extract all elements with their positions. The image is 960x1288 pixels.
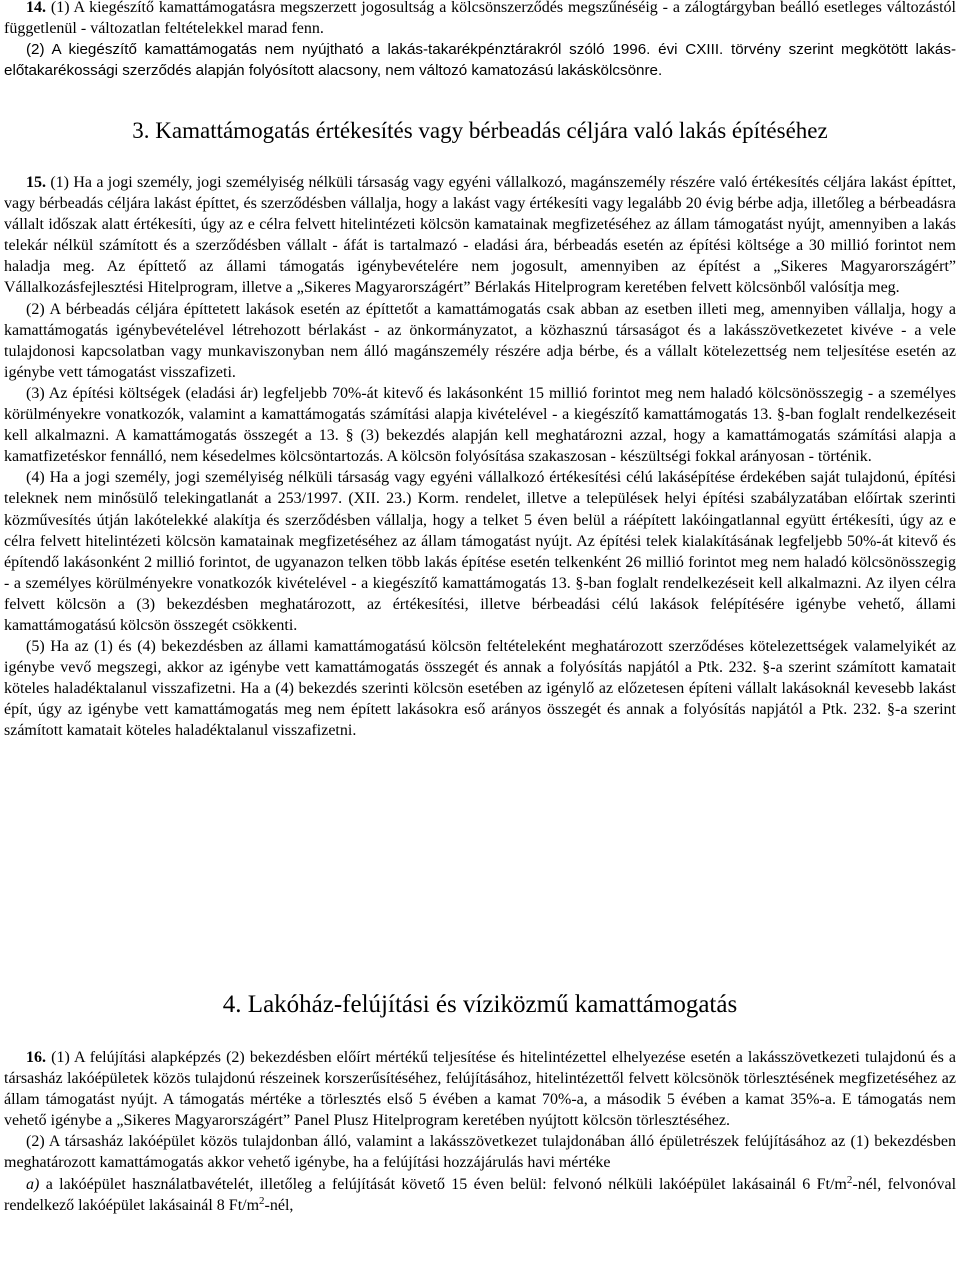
item-text-part-2: -nél, felvonóval rendelkező lakóépület lakásainál 8 Ft/m: [4, 1175, 957, 1214]
paragraph-text: (1) Ha a jogi személy, jogi személyiség nélküli társaság vagy egyéni vállalkozó, magánszemély részére való értékesítés céljára lakást építtet, vagy bérbeadás céljára lakást építtet, és szerződésben vállalja, hogy a lakást vagy értékesíti vagy legalább 20 évig bérbe adja, illetőleg a bérbeadásra vállalt időszak alatt értékesíti, úgy az e célra felvett hitelintézeti kölcsön kamatainak megfizetéséhez az állam támogatást nyújt, amennyiben a lakás telekár nélkül számított és a szerződésben vállalt - áfát is tartalmazó - eladási ára, bérbeadás esetén az építési költsége a 30 millió forintot nem haladja meg. Az építtető az állami támogatás igénybevételére nem jogosult, amennyiben az építést a „Sikeres Magyarországért” Vállalkozásfejlesztési Hitelprogram, illetve a „Sikeres Magyarországért” Bérlakás Hitelprogram keretében felvett kölcsönből valósítja meg.: [4, 174, 956, 297]
section-15: [4, 172, 956, 742]
paragraph-text: (1) A kiegészítő kamattámogatásra megszerzett jogosultság a kölcsönszerződés megszűnéséig - a zálogtárgyban beálló esetleges változástól függetlenül - változatlan feltételekkel marad fenn.: [4, 0, 956, 38]
superscript: 2: [259, 1194, 265, 1207]
section-14-paragraph-1: [4, 0, 956, 39]
chapter-4-heading: 4. Lakóház-felújítási és víziközmű kamattámogatás: [222, 991, 738, 1018]
section-15-paragraph-1: [4, 172, 956, 299]
section-15-paragraph-5: (5) Ha az (1) és (4) bekezdésben az állami kamattámogatású kölcsön feltételeként meghatározott szerződéses kötelezettségek valamelyikét az igénybe vevő megszegi, akkor az igénybe vett kamattámogatás összegét és annak a folyósítás napjától a Ptk. 232. §-a szerint számított kamatait köteles haladéktalanul visszafizetni. Ha a (4) bekezdés szerinti kölcsön esetében az igénylő az előzetesen építeni vállalt lakásoknál kevesebb lakást épít, úgy az igénybe vett kamattámogatás meg nem épített lakásokra eső arányos összegét és annak a folyósítás napjától a Ptk. 232. §-a szerint számított kamatait köteles haladéktalanul visszafizetni.: [4, 638, 956, 740]
paragraph-text: (1) A felújítási alapképzés (2) bekezdésben előírt mértékű teljesítése és hitelintézettel elhelyezése esetén a lakásszövetkezeti tulajdonú és a társasház lakóépületek közös tulajdonú részeinek korszerűsítéséhez, felújításához, hitelintézettől felvett kölcsönök törlesztésének megfizetéséhez az állam támogatást nyújt. A támogatás mértéke a törlesztés első 5 évében a kamat 70%-a, a második 5 évében a kamat 35%-a. E támogatás nem vehető igénybe a „Sikeres Magyarországért” Panel Plusz Hitelprogram keretében nyújtott kölcsön törlesztéséhez.: [4, 1049, 957, 1130]
section-15-paragraph-4: (4) Ha a jogi személy, jogi személyiség nélküli társaság vagy egyéni vállalkozó értékesítési célú lakásépítése érdekében saját tulajdonú, építési teleknek nem minősülő telekingatlanát a 253/1997. (XII. 23.) Korm. rendelet, illetve a települések helyi építési szabályzatában előírtak szerinti közművesítés útján lakótelekké alakítja és szerződésben vállalja, hogy a telket 5 éven belül a ráépített lakóingatlannal együtt értékesíti, úgy az e célra felvett hitelintézeti kölcsön kamatainak megfizetéséhez az állam támogatást nyújt. Az építési telek kialakításának legfeljebb 50%-át kitevő és építendő lakásonként 2 millió forintot, de ugyanazon telken több lakás építése esetén telkenként 26 millió forintot meg nem haladó kölcsönösszegig - a személyes körülményekre vonatkozók kivételével - a kiegészítő kamattámogatás 13. §-ban foglalt rendelkezéseit kell alkalmazni. Az ilyen célra felvett kölcsön a (3) bekezdésben meghatározott, az értékesítési, illetve bérbeadási célú lakások felépítésére igénybe vehető, állami kamattámogatású kölcsön összegét csökkenti.: [4, 469, 956, 634]
section-number: 16.: [26, 1049, 46, 1066]
item-letter: a): [26, 1175, 40, 1193]
section-16-item-a: [4, 1174, 956, 1216]
section-number: 15.: [26, 174, 46, 191]
section-16-paragraph-1: [4, 1047, 956, 1131]
superscript: 2: [846, 1173, 853, 1186]
section-number: 14.: [26, 0, 46, 16]
chapter-4-heading-block: [4, 990, 956, 1020]
section-16: [4, 1047, 956, 1216]
section-15-paragraph-2: (2) A bérbeadás céljára építtetett lakások esetén az építtetőt a kamattámogatás csak abban az esetben illeti meg, amennyiben vállalja, hogy a kamattámogatás igénybevételével létrehozott bérlakást - az önkormányzatot, a közhasznú társaságot és a lakásszövetkezetet kivéve - a vele tulajdonosi kapcsolatban vagy munkaviszonyban nem álló magánszemély részére adja bérbe, és a vállalt kötelezettség nem teljesítése esetén az igénybe vett támogatást visszafizeti.: [4, 300, 956, 381]
chapter-3-heading-block: [4, 117, 956, 145]
item-text-part-3: -nél,: [264, 1196, 294, 1214]
item-text-part-1: a lakóépület használatbavételét, illetőleg a felújítását követő 15 éven belül: felvonó nélküli lakóépület lakásainál 6 Ft/m: [45, 1175, 847, 1193]
section-15-paragraph-3: (3) Az építési költségek (eladási ár) legfeljebb 70%-át kitevő és lakásonként 15 millió forintot meg nem haladó kölcsönösszegig - a személyes körülményekre vonatkozók, valamint a kamattámogatás számítási alapja kivételével - a kiegészítő kamattámogatás 13. §-ban foglalt rendelkezéseit kell alkalmazni. A kamattámogatás összegét a 13. § (3) bekezdés alapján kell meghatározni azzal, hogy a kamattámogatás számítási alapja a kamatfizetéskor fennálló, nem késedelmes kölcsöntartozás. A kölcsön folyósítása szakaszosan - készültségi fokkal arányosan - történik.: [4, 384, 956, 466]
section-14-paragraph-2: (2) A kiegészítő kamattámogatás nem nyújtható a lakás-takarékpénztárakról szóló 1996. évi CXIII. törvény szerint megkötött lakás-előtakarékossági szerződés alapján folyósított alacsony, nem változó kamatozású lakáskölcsönre.: [4, 41, 956, 80]
section-16-paragraph-2: (2) A társasház lakóépület közös tulajdonban álló, valamint a lakásszövetkezet tulajdonában álló épületrészek felújításához az (1) bekezdésben meghatározott kamattámogatás akkor vehető igénybe, ha a felújítási hozzájárulás havi mértéke: [4, 1133, 956, 1172]
section-14: [4, 0, 956, 81]
chapter-3-heading: 3. Kamattámogatás értékesítés vagy bérbeadás céljára való lakás építéséhez: [132, 118, 828, 143]
